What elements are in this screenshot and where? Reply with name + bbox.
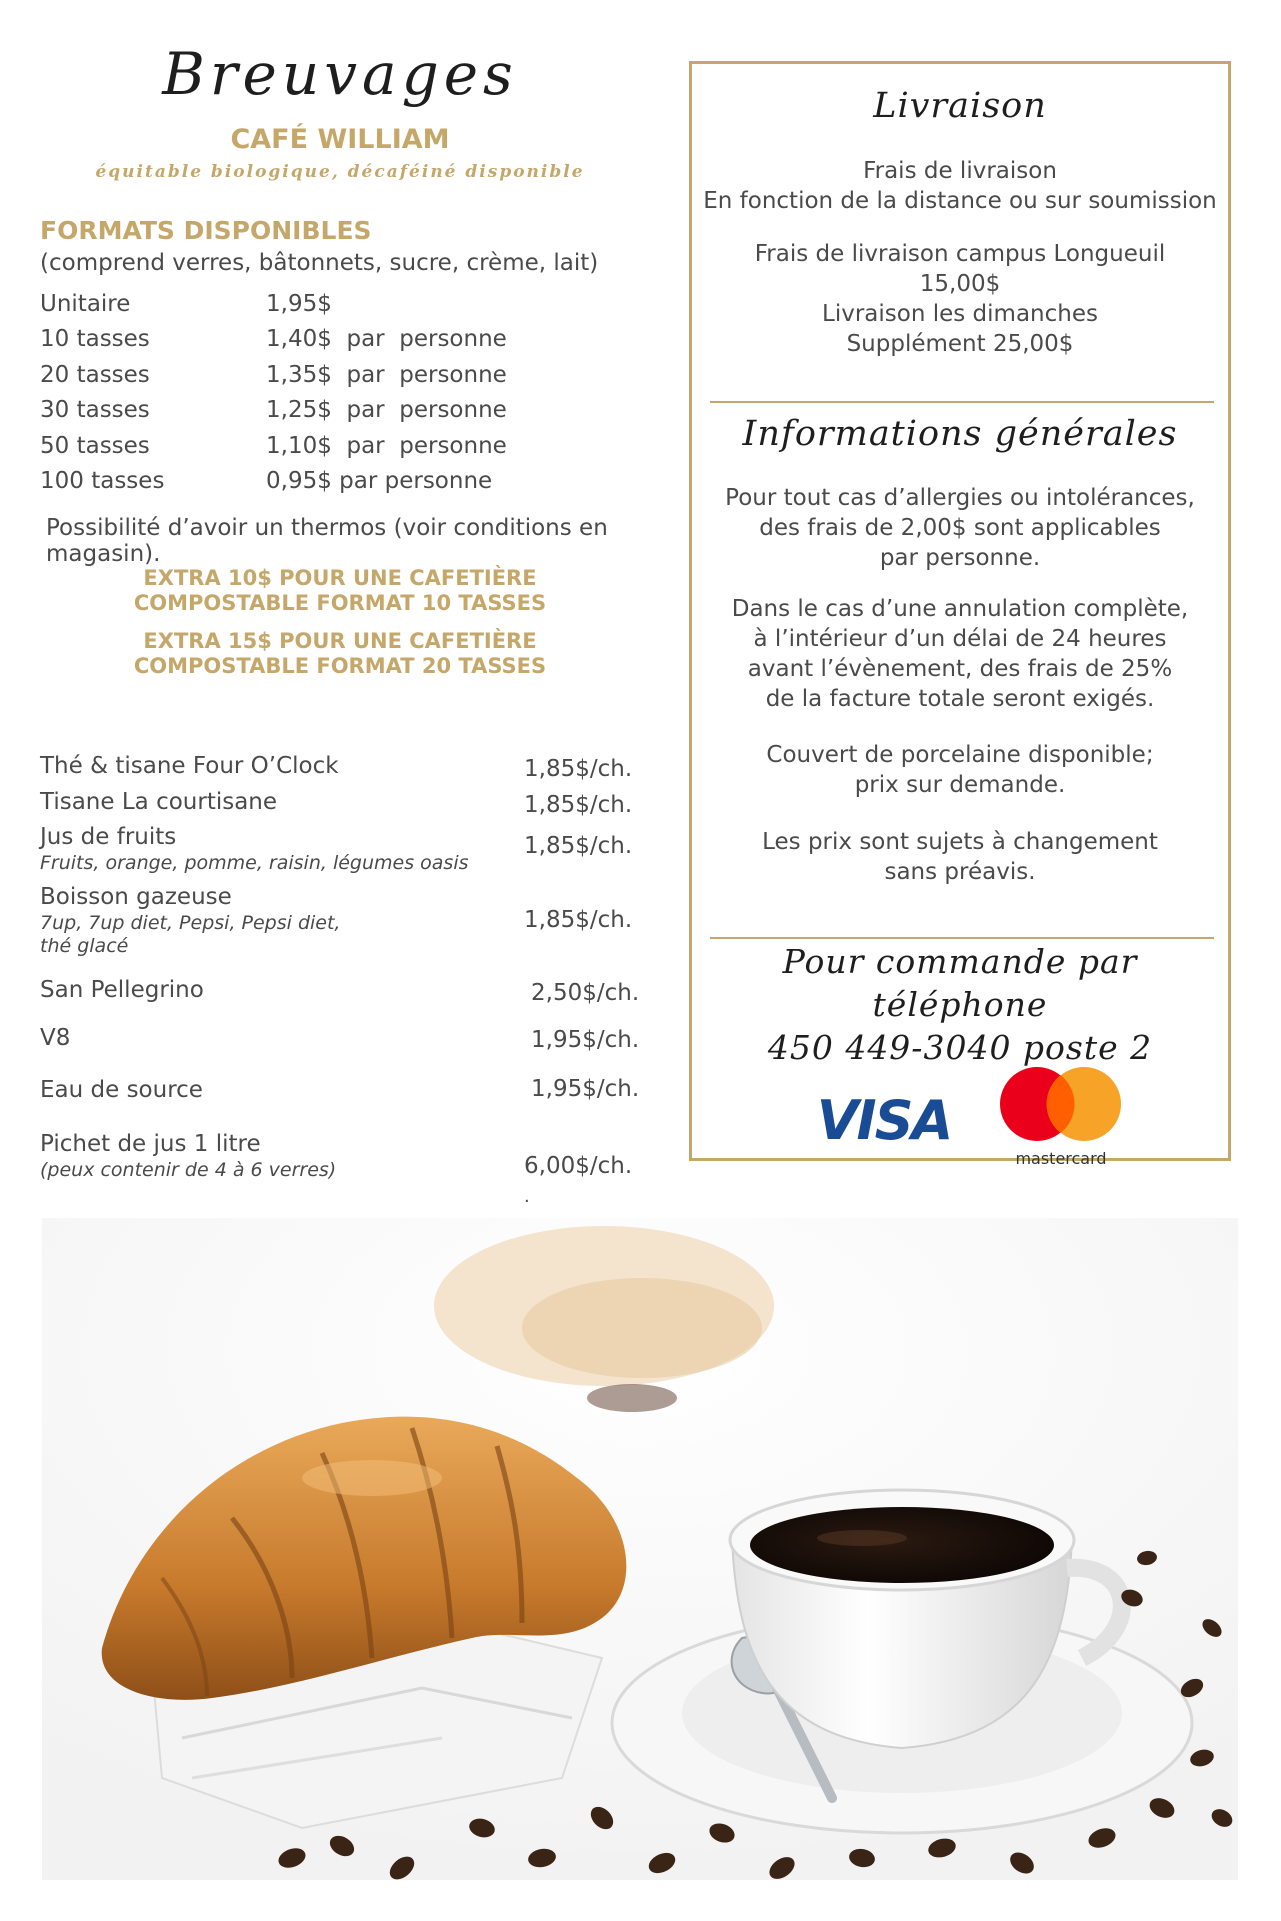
divider <box>710 401 1214 403</box>
info-line: Dans le cas d’une annulation complète, <box>731 596 1189 622</box>
extra-line: EXTRA 15$ POUR UNE CAFETIÈRE <box>143 629 537 653</box>
format-row <box>40 433 640 467</box>
beverage-price: 1,95$/ch. <box>531 1076 640 1102</box>
phone-order <box>692 940 1228 1069</box>
mastercard-logo <box>991 1064 1131 1174</box>
info-line: Les prix sont sujets à changement <box>762 829 1158 855</box>
extra-line: COMPOSTABLE FORMAT 20 TASSES <box>133 654 547 678</box>
page-title: Breuvages <box>162 40 518 108</box>
visa-text: VISA <box>816 1089 952 1149</box>
mastercard-text: mastercard <box>1015 1149 1107 1168</box>
format-row <box>40 468 640 502</box>
format-price: 1,35$ par personne <box>266 362 507 388</box>
delivery-fees <box>692 156 1228 216</box>
beverage-price: 1,85$/ch. <box>524 756 633 782</box>
beverage-price: 6,00$/ch. <box>524 1153 633 1179</box>
beverage-price: 2,50$/ch. <box>531 980 640 1006</box>
format-qty: Unitaire <box>40 291 131 317</box>
format-row <box>40 291 640 325</box>
beverage-desc: Fruits, orange, pomme, raisin, légumes oasis <box>40 852 469 874</box>
info-line: sans préavis. <box>884 859 1036 885</box>
beverage-name: Jus de fruits <box>40 824 177 850</box>
beverage-name: Eau de source <box>40 1077 203 1103</box>
formats-note: (comprend verres, bâtonnets, sucre, crème, lait) <box>40 250 599 276</box>
extra-line: COMPOSTABLE FORMAT 10 TASSES <box>133 591 547 615</box>
format-price: 1,95$ <box>266 291 332 317</box>
beverage-name: Pichet de jus 1 litre <box>40 1131 261 1157</box>
extra-line: EXTRA 10$ POUR UNE CAFETIÈRE <box>143 566 537 590</box>
format-row <box>40 362 640 396</box>
format-row <box>40 397 640 431</box>
cancellation-note <box>692 594 1228 714</box>
beverage-desc: (peux contenir de 4 à 6 verres) <box>40 1159 337 1181</box>
trailing-dot: . <box>524 1186 530 1207</box>
beverage-menu <box>0 0 680 1210</box>
format-row <box>40 326 640 360</box>
format-qty: 20 tasses <box>40 362 150 388</box>
extra-offer-20 <box>0 629 680 679</box>
phone-number: 450 449-3040 poste 2 <box>767 1028 1153 1067</box>
format-qty: 50 tasses <box>40 433 150 459</box>
price-change-note <box>692 827 1228 887</box>
format-price: 1,25$ par personne <box>266 397 507 423</box>
info-box <box>689 61 1231 1168</box>
beverage-name: V8 <box>40 1025 71 1051</box>
beverage-price: 1,95$/ch. <box>531 1027 640 1053</box>
delivery-line: Frais de livraison campus Longueuil <box>754 241 1166 267</box>
delivery-line: Livraison les dimanches <box>822 301 1098 327</box>
info-line: Pour tout cas d’allergies ou intolérances, <box>725 485 1195 511</box>
beverage-name: Tisane La courtisane <box>40 789 278 815</box>
delivery-line: En fonction de la distance ou sur soumission <box>703 188 1217 214</box>
info-line: par personne. <box>879 545 1041 571</box>
info-line: des frais de 2,00$ sont applicables <box>759 515 1161 541</box>
format-price: 1,40$ par personne <box>266 326 507 352</box>
allergy-note <box>692 483 1228 573</box>
info-line: prix sur demande. <box>854 772 1066 798</box>
beverage-desc: thé glacé <box>40 935 129 957</box>
format-qty: 100 tasses <box>40 468 165 494</box>
delivery-line: Frais de livraison <box>863 158 1057 184</box>
delivery-title: Livraison <box>873 86 1047 126</box>
beverage-name: Boisson gazeuse <box>40 884 232 910</box>
visa-logo <box>809 1089 959 1149</box>
info-line: de la facture totale seront exigés. <box>765 686 1155 712</box>
format-price: 0,95$ par personne <box>266 468 493 494</box>
format-qty: 30 tasses <box>40 397 150 423</box>
beverage-name: Thé & tisane Four O’Clock <box>40 753 339 779</box>
delivery-line: 15,00$ <box>919 271 1001 297</box>
info-line: Couvert de porcelaine disponible; <box>766 742 1154 768</box>
cafe-subtitle: équitable biologique, décaféiné disponible <box>95 162 585 182</box>
porcelain-note <box>692 740 1228 800</box>
general-info-title: Informations générales <box>742 414 1178 454</box>
extra-offer-10 <box>0 566 680 616</box>
beverage-name: San Pellegrino <box>40 977 204 1003</box>
format-price: 1,10$ par personne <box>266 433 507 459</box>
divider <box>710 937 1214 939</box>
beverage-desc: 7up, 7up diet, Pepsi, Pepsi diet, <box>40 912 341 934</box>
beverage-price: 1,85$/ch. <box>524 833 633 859</box>
info-line: à l’intérieur d’un délai de 24 heures <box>753 626 1167 652</box>
beverage-price: 1,85$/ch. <box>524 792 633 818</box>
beverage-price: 1,85$/ch. <box>524 907 633 933</box>
delivery-line: Supplément 25,00$ <box>846 331 1074 357</box>
format-qty: 10 tasses <box>40 326 150 352</box>
info-line: avant l’évènement, des frais de 25% <box>747 656 1173 682</box>
phone-order-label: Pour commande par téléphone <box>782 942 1138 1024</box>
thermos-note: Possibilité d’avoir un thermos (voir conditions en magasin). <box>46 515 608 567</box>
cafe-name: CAFÉ WILLIAM <box>230 124 450 155</box>
formats-heading: FORMATS DISPONIBLES <box>40 216 372 245</box>
croissant-coffee-photo <box>42 1218 1238 1880</box>
delivery-campus <box>692 239 1228 359</box>
